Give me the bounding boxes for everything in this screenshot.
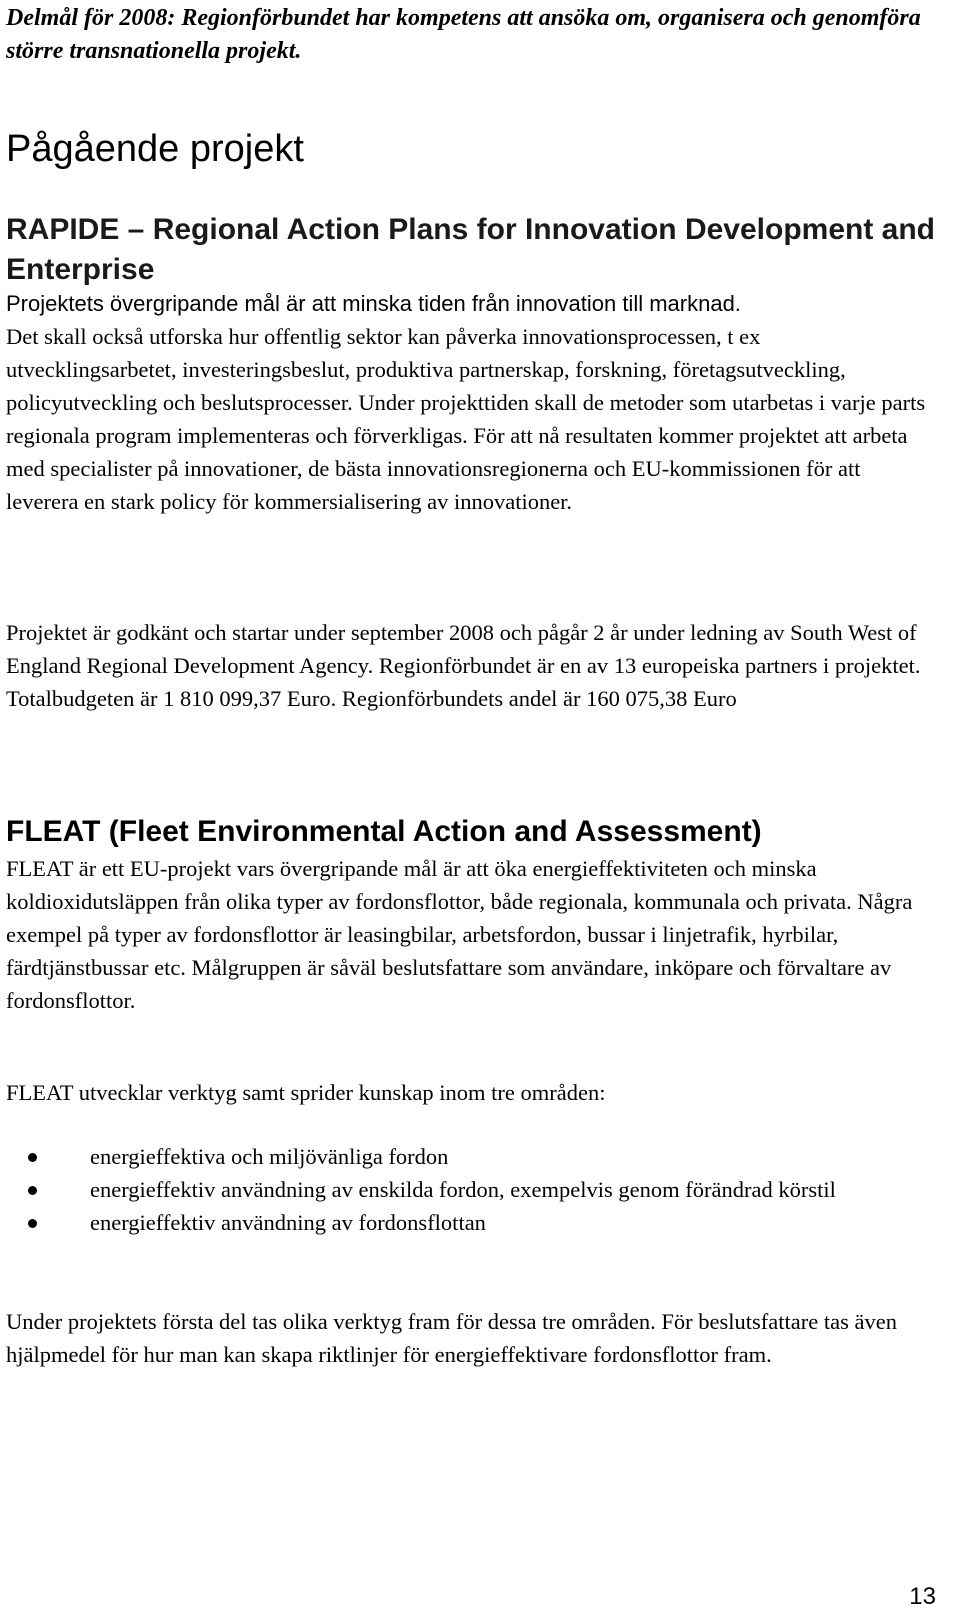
bullet-icon [28,1219,37,1228]
list-item [6,1173,936,1206]
bullet-icon [28,1186,37,1195]
page-number: 13 [909,1583,936,1610]
list-item [6,1206,936,1239]
section-title: Pågående projekt [6,128,304,170]
list-item-text: energieffektiv användning av enskilda fordon, exempelvis genom förändrad körstil [90,1177,836,1202]
rapide-title: RAPIDE – Regional Action Plans for Innovation Development and Enterprise [6,213,936,286]
rapide-body: Det skall också utforska hur offentlig sektor kan påverka innovationsprocessen, t ex utvecklingsarbetet, investeringsbeslut, produktiva partnerskap, forskning, företagsutveckling, policyutveckling och beslutsprocesser. Under projekttiden skall de metoder som utarbetas i varje parts regionala program implementeras och förverkligas. För att nå resultaten kommer projektet att arbeta med specialister på innovationer, de bästa innovationsregionerna och EU-kommissionen för att leverera en stark policy för kommersialisering av innovationer. [6,324,926,514]
fleat-body: FLEAT är ett EU-projekt vars övergripande mål är att öka energieffektiviteten och minska koldioxidutsläppen från olika typer av fordonsflottor, både regionala, kommunala och privata. Några exempel på typer av fordonsflottor är leasingbilar, arbetsfordon, bussar i linjetrafik, hyrbilar, färdtjänstbussar etc. Målgruppen är såväl beslutsfattare som användare, inköpare och förvaltare av fordonsflottor. [6,856,913,1013]
fleat-tools-intro: FLEAT utvecklar verktyg samt sprider kunskap inom tre områden: [6,1080,606,1105]
list-item-text: energieffektiv användning av fordonsflottan [90,1210,486,1235]
goal-statement: Delmål för 2008: Regionförbundet har kompetens att ansöka om, organisera och genomföra större transnationella projekt. [6,5,921,64]
fleat-areas-list [6,1140,936,1239]
fleat-title: FLEAT (Fleet Environmental Action and Assessment) [6,815,762,848]
list-item [6,1140,936,1173]
fleat-phase: Under projektets första del tas olika verktyg fram för dessa tre områden. För beslutsfattare tas även hjälpmedel för hur man kan skapa riktlinjer för energieffektivare fordonsflottor fram. [6,1309,897,1367]
rapide-lead: Projektets övergripande mål är att minska tiden från innovation till marknad. [6,291,741,316]
rapide-approved: Projektet är godkänt och startar under september 2008 och pågår 2 år under ledning av South West of England Regional Development Agency. Regionförbundet är en av 13 europeiska partners i projektet. Totalbudgeten är 1 810 099,37 Euro. Regionförbundets andel är 160 075,38 Euro [6,620,921,711]
bullet-icon [28,1153,37,1162]
list-item-text: energieffektiva och miljövänliga fordon [90,1144,449,1169]
